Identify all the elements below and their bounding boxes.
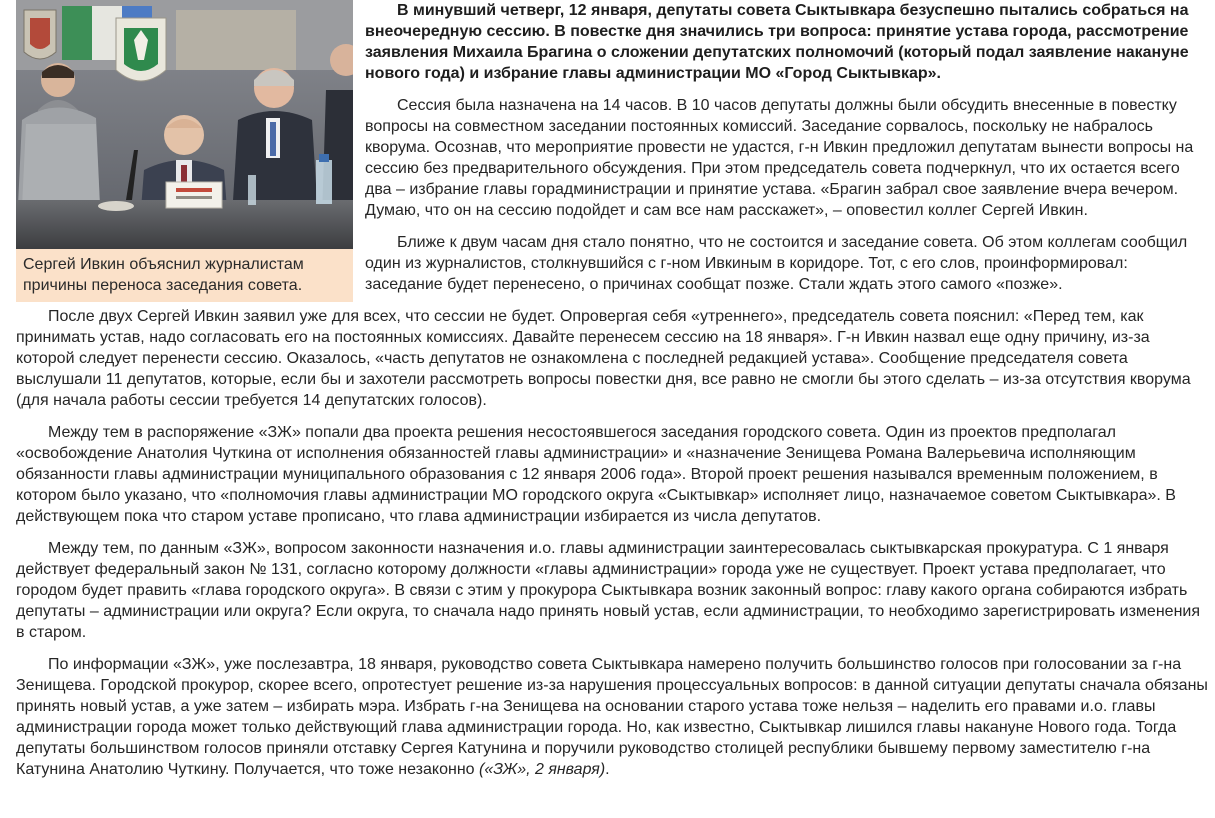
article-photo: [16, 0, 353, 249]
article-paragraph-1: Сессия была назначена на 14 часов. В 10 часов депутаты должны были обсудить внесенные в повестку вопросы на совместном заседании постоянных комиссий. Заседание сорвалось, поскольку не набралось кворума. Осознав, что мероприятие провести не удастся, г-н Ивкин предложил депутатам вынести вопросы на сессию без предварительного обсуждения. При этом председатель совета подчеркнул, что их остается всего два – избрание главы горадминистрации и принятие устава. «Брагин забрал свое заявление вчера вечером. Думаю, что он на сессию подойдет и сам все нам расскажет», – оповестил коллег Сергей Ивкин.: [365, 97, 1194, 219]
article-paragraph-6: [16, 654, 1208, 780]
article-figure: [16, 0, 353, 302]
photo-caption: Сергей Ивкин объяснил журналистам причины переноса заседания совета.: [16, 249, 353, 302]
article-paragraph-5: Между тем, по данным «ЗЖ», вопросом законности назначения и.о. главы администрации заинтересовалась сыктывкарская прокуратура. С 1 января действует федеральный закон № 131, согласно которому должности «главы администрации» города уже не существует. Проект устава предполагает, что городом будет править «глава городского округа». В связи с этим у прокурора Сыктывкара возник законный вопрос: главу какого органа собираются избрать депутаты – администрации или округа? Если округа, то сначала надо принять новый устав, если администрации, то необходимо зарегистрировать изменения в старом.: [16, 540, 1200, 641]
photo-illustration: [16, 0, 353, 249]
article-paragraph-3: После двух Сергей Ивкин заявил уже для всех, что сессии не будет. Опровергая себя «утреннего», председатель совета пояснил: «Перед тем, как принимать устав, надо согласовать его на постоянных комиссиях. Давайте перенесем сессию на 18 января». Г-н Ивкин назвал еще одну причину, из-за которой следует перенести сессию. Оказалось, «часть депутатов не ознакомлена с последней редакцией устава». Сообщение председателя совета выслушали 11 депутатов, которые, если бы и захотели рассмотреть вопросы повестки дня, все равно не смогли бы этого сделать – из-за отсутствия кворума (для начала работы сессии требуется 14 депутатских голосов).: [16, 308, 1191, 409]
article-lead: В минувший четверг, 12 января, депутаты совета Сыктывкара безуспешно пытались собраться на внеочередную сессию. В повестке дня значились три вопроса: принятие устава города, рассмотрение заявления Михаила Брагина о сложении депутатских полномочий (который подал заявление накануне нового года) и избрание главы администрации МО «Город Сыктывкар».: [365, 2, 1189, 82]
article-paragraph-4: Между тем в распоряжение «ЗЖ» попали два проекта решения несостоявшегося заседания городского совета. Один из проектов предполагал «освобождение Анатолия Чуткина от исполнения обязанностей главы администрации» и «назначение Зенищева Романа Валерьевича исполняющим обязанности главы администрации муниципального образования с 12 января 2006 года». Второй проект решения назывался временным положением, в котором было указано, что «полномочия главы администрации МО городского округа «Сыктывкар» исполняет лицо, назначаемое советом Сыктывкара». В действующем пока что старом уставе прописано, что глава администрации избирается из числа депутатов.: [16, 424, 1176, 525]
article-paragraph-2: Ближе к двум часам дня стало понятно, что не состоится и заседание совета. Об этом коллегам сообщил один из журналистов, столкнувшийся с г-ном Ивкиным в коридоре. Тот, с его слов, проинформировал: заседание будет перенесено, о причинах сообщат позже. Стали ждать этого самого «позже».: [365, 234, 1188, 293]
article-paragraph-6-end: .: [605, 761, 610, 778]
article-source: («ЗЖ», 2 января): [479, 761, 606, 778]
article-paragraph-6-text: По информации «ЗЖ», уже послезавтра, 18 января, руководство совета Сыктывкара намерено получить большинство голосов при голосовании за г-на Зенищева. Городской прокурор, скорее всего, опротестует решение из-за нарушения процессуальных вопросов: в данной ситуации депутаты сначала обязаны принять новый устав, а уже затем – избирать мэра. Избрать г-на Зенищева на основании старого устава тоже нельзя – наделить его правами и.о. главы администрации города может только действующий глава администрации города. Но, как известно, Сыктывкар лишился главы накануне Нового года. Тогда депутаты большинством голосов приняли отставку Сергея Катунина и поручили руководство столицей республики бывшему первому заместителю г-на Катунина Анатолию Чуткину. Получается, что тоже незаконно: [16, 656, 1208, 778]
